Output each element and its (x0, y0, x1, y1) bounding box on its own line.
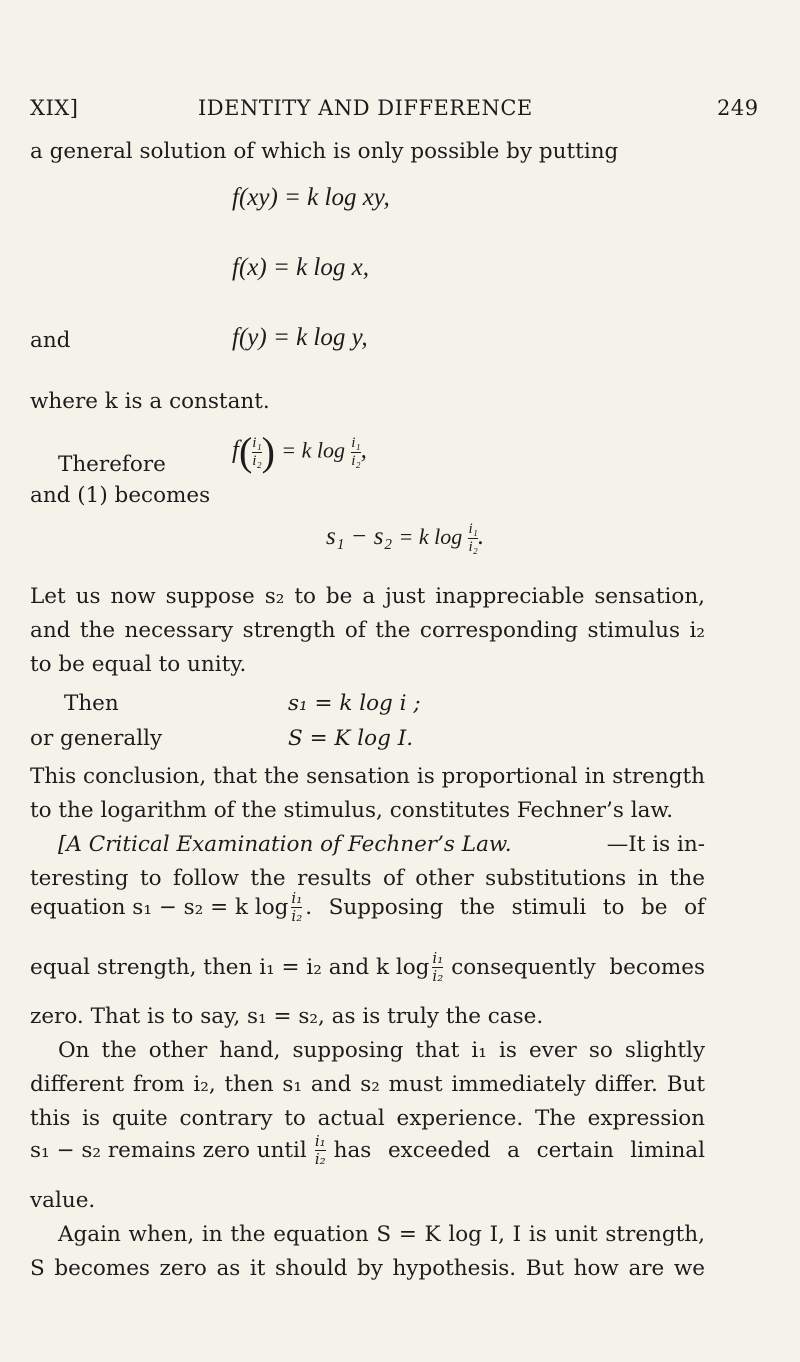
numerator: i₁ (468, 521, 478, 537)
paragraph-3-line-2: teresting to follow the results of other substitutions in the (30, 866, 705, 891)
chapter-number: XIX] (30, 96, 79, 120)
fraction-i1-over-i2 (252, 436, 261, 469)
numerator: i₁ (252, 434, 262, 451)
paragraph-4-line-4 (30, 1134, 705, 1167)
then-label: Then (64, 691, 119, 716)
paragraph-4-line-3: this is quite contrary to actual experience. The expression (30, 1106, 705, 1131)
paragraph-4-line-1: On the other hand, supposing that i₁ is ever so slightly (58, 1038, 705, 1063)
numerator: i₁ (314, 1132, 326, 1150)
fraction-i1-over-i2 (351, 436, 360, 469)
numerator: i₁ (291, 889, 303, 907)
where-line: where k is a constant. (30, 389, 270, 414)
then-equation: s₁ = k log i ; (288, 691, 421, 716)
paragraph-3-line-1 (58, 834, 705, 856)
paragraph-3-line-1-rest: —It is in- (606, 832, 705, 857)
paragraph-4-line-4-start: s₁ − s₂ remains zero until (30, 1137, 307, 1163)
paragraph-1-line-1: Let us now suppose s₂ to be a just inappreciable sensation, (30, 584, 705, 609)
paragraph-1-line-3: to be equal to unity. (30, 652, 247, 677)
math-lparen: ( (238, 429, 253, 474)
paragraph-2-line-2: to the logarithm of the stimulus, constitutes Fechner’s law. (30, 798, 674, 823)
paragraph-3-line-5: zero. That is to say, s₁ = s₂, as is truly the case. (30, 1004, 544, 1029)
equation-f-x: f(x) = k log x, (232, 254, 369, 281)
math-eq-k-log: = k log (398, 524, 463, 550)
denominator: i₂ (252, 452, 262, 469)
denominator: i₂ (432, 967, 444, 985)
equation-s1-minus-s2 (326, 522, 484, 555)
fraction-i1-over-i2 (315, 1134, 326, 1167)
fraction-i1-over-i2 (468, 522, 477, 555)
fraction-i1-over-i2 (432, 951, 443, 984)
paragraph-3-line-4 (30, 951, 705, 984)
denominator: i₂ (314, 1150, 326, 1168)
generally-label: or generally (30, 726, 163, 751)
math-rparen: ) (261, 429, 275, 474)
paragraph-5-line-1: Again when, in the equation S = K log I, I is unit strength, (58, 1222, 705, 1247)
math-f: f (232, 436, 239, 464)
math-s1-minus-s2: s₁ − s₂ (326, 523, 393, 551)
paragraph-3-line-4-end: consequently becomes (451, 954, 705, 980)
equation-f-y: f(y) = k log y, (232, 324, 368, 351)
fraction-i1-over-i2 (291, 891, 302, 924)
numerator: i₁ (351, 434, 361, 451)
equation-therefore (232, 429, 367, 474)
becomes-label: and (1) becomes (30, 483, 211, 508)
denominator: i₂ (468, 539, 478, 555)
paragraph-4-line-4-end: has exceeded a certain liminal (333, 1137, 705, 1163)
paragraph-2-line-1: This conclusion, that the sensation is proportional in strength (30, 764, 705, 789)
math-period: . (477, 523, 485, 551)
paragraph-3-line-3-end: . Supposing the stimuli to be of (305, 894, 705, 920)
math-eq-k-log: = k log (281, 437, 345, 463)
paragraph-1-line-2: and the necessary strength of the corresponding stimulus i₂ (30, 618, 705, 643)
running-title: IDENTITY AND DIFFERENCE (198, 96, 533, 120)
denominator: i₂ (291, 907, 303, 925)
paragraph-4-line-5: value. (30, 1188, 96, 1213)
paragraph-5-line-2: S becomes zero as it should by hypothesis. But how are we (30, 1256, 705, 1281)
denominator: i₂ (351, 452, 361, 469)
intro-line: a general solution of which is only possible by putting (30, 139, 619, 164)
paragraph-3-line-3 (30, 891, 705, 924)
math-comma: , (360, 436, 367, 464)
paragraph-3-line-3-start: equation s₁ − s₂ = k log (30, 894, 289, 920)
equation-f-xy: f(xy) = k log xy, (232, 184, 390, 211)
paragraph-4-line-2: different from i₂, then s₁ and s₂ must immediately differ. But (30, 1072, 705, 1097)
paragraph-3-line-4-start: equal strength, then i₁ = i₂ and k log (30, 954, 430, 980)
therefore-label: Therefore (58, 452, 166, 477)
numerator: i₁ (432, 949, 444, 967)
generally-equation: S = K log I. (288, 726, 414, 751)
book-title-reference: [A Critical Examination of Fechner’s Law. (58, 832, 512, 857)
equation-and-label: and (30, 328, 71, 353)
page-number: 249 (717, 96, 759, 120)
